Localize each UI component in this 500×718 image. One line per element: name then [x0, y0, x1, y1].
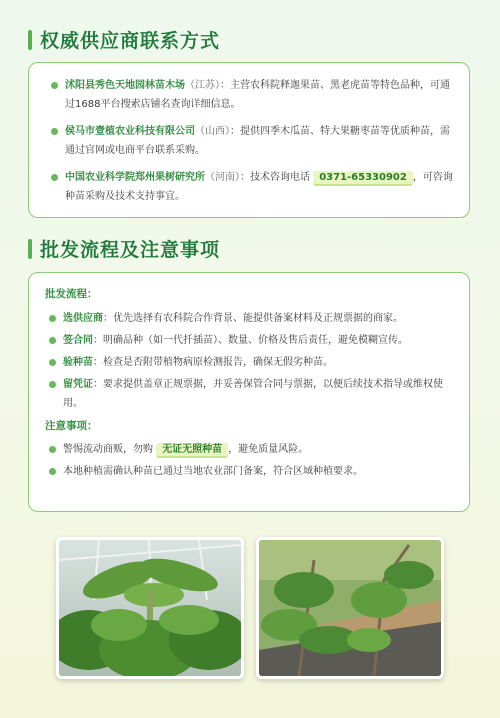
supplier-desc-tail: ，可咨询种苗采购及技术支持事宜。 [65, 172, 453, 202]
note-text: 警惕流动商贩，勿购 [63, 444, 157, 455]
process-card [28, 272, 470, 512]
step-name: 留凭证 [63, 379, 93, 390]
notes-label: 注意事项： [45, 420, 98, 432]
step-name: 验种苗 [63, 357, 93, 368]
note-text-tail: ，避免质量风险。 [228, 444, 309, 455]
step-desc: ：优先选择有农科院合作背景、能提供备案材料及正规票据的商家。 [103, 313, 403, 324]
section-title-text: 权威供应商联系方式 [40, 30, 221, 52]
bullet-dot-icon [49, 468, 56, 475]
step-name: 签合同 [63, 335, 93, 346]
bullet-dot-icon [51, 82, 58, 89]
note-item [49, 440, 453, 459]
note-item [49, 462, 453, 481]
process-step [49, 375, 453, 413]
supplier-region: （河南） [205, 172, 240, 183]
contact-item [51, 122, 453, 160]
contact-item [51, 168, 453, 206]
process-step [49, 353, 453, 372]
bullet-dot-icon [49, 359, 56, 366]
section-title-process [28, 235, 220, 262]
step-name: 选供应商 [63, 313, 103, 324]
supplier-desc: ：主营农科院释迦果苗、黑老虎苗等特色品种，可通过1688平台搜索店铺名查询详细信息。 [65, 80, 450, 110]
step-desc: ：明确品种（如一代扦插苗）、数量、价格及售后责任，避免模糊宣传。 [93, 335, 408, 346]
step-desc: ：检查是否附带植物病原检测报告，确保无假劣种苗。 [93, 357, 333, 368]
bullet-dot-icon [49, 337, 56, 344]
contacts-card [28, 62, 470, 218]
supplier-name: 侯马市壹植农业科技有限公司 [65, 126, 195, 137]
supplier-region: （江苏） [185, 80, 220, 91]
papaya-seedling-image [59, 540, 241, 676]
bullet-dot-icon [49, 446, 56, 453]
bullet-dot-icon [51, 174, 58, 181]
title-accent-bar [28, 30, 32, 50]
supplier-name: 沭阳县秀色天地园林苗木场 [65, 80, 185, 91]
phone-number[interactable]: 0371-65330902 [313, 171, 413, 186]
process-step [49, 331, 453, 350]
section-title-contacts [28, 26, 220, 53]
tree-seedling-image [259, 540, 441, 676]
warning-highlight: 无证无照种苗 [156, 443, 228, 458]
bullet-dot-icon [51, 128, 58, 135]
supplier-desc: ：提供四季木瓜苗、特大果糖枣苗等优质种苗，需通过官网或电商平台联系采购。 [65, 126, 450, 156]
supplier-region: （山西） [195, 126, 230, 137]
bullet-dot-icon [49, 381, 56, 388]
contact-item [51, 76, 453, 114]
flow-label: 批发流程： [45, 288, 98, 300]
process-step [49, 309, 453, 328]
tree-seedling-photo [256, 537, 444, 679]
note-text: 本地种植需确认种苗已通过当地农业部门备案，符合区域种植要求。 [63, 466, 363, 477]
title-accent-bar [28, 239, 32, 259]
section-title-text: 批发流程及注意事项 [40, 239, 221, 261]
step-desc: ：要求提供盖章正规票据，并妥善保管合同与票据，以便后续技术指导或维权使用。 [63, 379, 443, 409]
papaya-seedling-photo [56, 537, 244, 679]
supplier-name: 中国农业科学院郑州果树研究所 [65, 172, 205, 183]
bullet-dot-icon [49, 315, 56, 322]
supplier-desc: ：技术咨询电话 [240, 172, 314, 183]
